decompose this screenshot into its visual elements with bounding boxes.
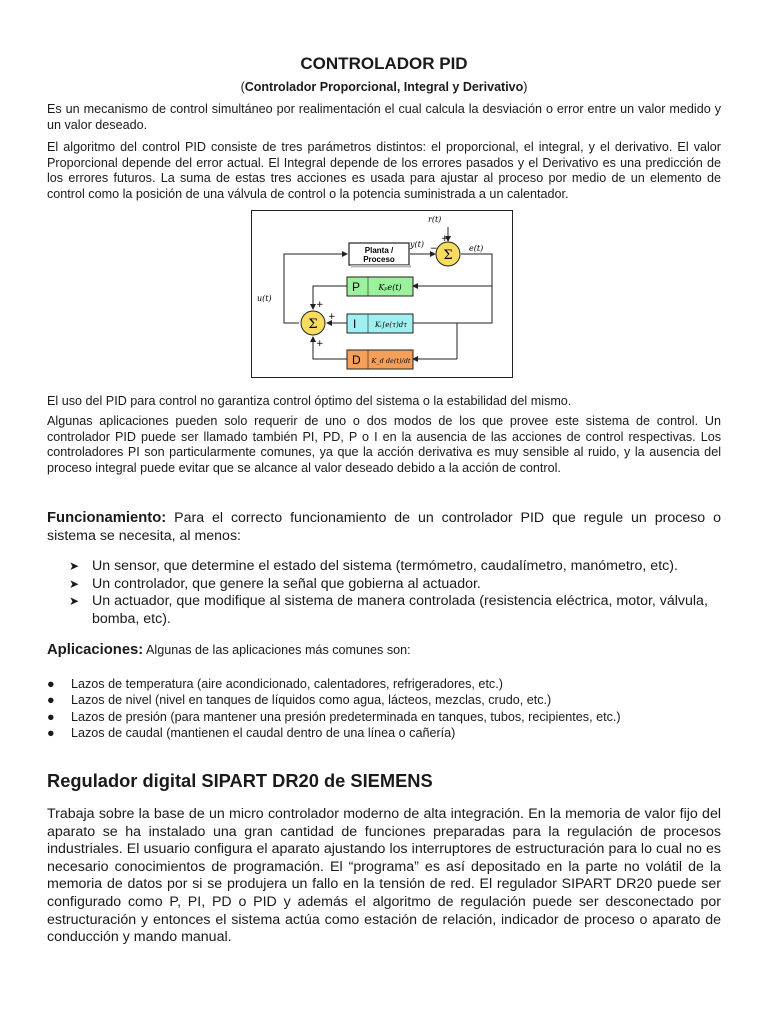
bullet-dot-icon: ● [47,726,55,741]
u-signal-label: u(t) [257,294,272,303]
bullet-dot-icon: ● [47,709,55,724]
list-item-text: Lazos de caudal (mantienen el caudal dentro de una línea o cañería) [71,726,456,741]
list-item-text: Lazos de nivel (nivel en tanques de líquidos como agua, lácteos, mezclas, crudo, etc.) [71,693,552,708]
r-plus-sign: + [441,234,449,244]
intro-paragraph-1: Es un mecanismo de control simultáneo por realimentación el cual calcula la desviación o error entre un valor medido y un valor deseado. [47,102,721,132]
list-item [47,692,721,708]
i-block-formula: Kᵢ∫e(τ)dτ [374,321,408,329]
pid-block-diagram [251,210,513,378]
after-diagram-paragraph-1: El uso del PID para control no garantiza control óptimo del sistema o la estabilidad del mismo. [47,394,572,408]
y-minus-sign: − [430,244,438,254]
aplicaciones-heading: Aplicaciones: [47,642,144,658]
i-plus-sign: + [328,312,336,322]
pid-diagram-svg [252,211,512,377]
arrow-bullet-icon: ➤ [69,559,80,573]
after-diagram-paragraph-2: Algunas aplicaciones pueden solo requerir de uno o dos modos de los que provee este sistema de control. Un controlador PID puede ser llamado también PI, PD, P o I en la ausencia de las acciones de control respectivas. Los controladores PI son particularmente comunes, ya que la acción derivativa es muy sensible al ruido, y la ausencia del proceso integral puede evitar que se alcance al valor deseado debido a la acción de control. [47,414,721,475]
d-plus-sign: + [316,339,324,349]
y-signal-label: y(t) [410,240,424,249]
output-sum-symbol: Σ [308,317,318,332]
list-item [47,725,721,741]
funcionamiento-text: Para el correcto funcionamiento de un controlador PID que regule un proceso o sistema se necesita, al menos: [47,510,721,544]
page-subtitle [0,80,768,94]
d-block-letter: D [352,353,361,367]
subtitle-paren-open: ( [240,80,245,94]
sipart-paragraph: Trabaja sobre la base de un micro controlador moderno de alta integración. En la memoria de valor fijo del aparato se ha instalado una gran cantidad de funciones preparadas para la regulación de procesos industriales. El usuario configura el aparato ajustando los interruptores de estructuración para lo cual no es necesario conocimientos de programación. El “programa” es así depositado en la parte no volátil de la memoria de datos por si se produjera un fallo en la tensión de red. El regulador SIPART DR20 puede ser configurado como P, PI, PD o PID y además el algoritmo de regulación puede ser desconectado por estructuración y entonces el sistema actúa como estación de relación, indicador de proceso o aparato de conducción y mando manual. [47,806,721,946]
list-item [47,576,721,594]
requirements-list [47,558,721,628]
list-item-text: Un actuador, que modifique al sistema de manera controlada (resistencia eléctrica, motor, válvula, bomba, etc). [92,593,708,627]
aplicaciones-text: Algunas de las aplicaciones más comunes son: [143,643,411,657]
arrow-bullet-icon: ➤ [69,594,80,609]
d-block-formula: K_d de(t)/dt [371,357,411,365]
list-item-text: Lazos de temperatura (aire acondicionado, calentadores, refrigeradores, etc.) [71,677,503,691]
list-item [47,593,721,628]
i-block-letter: I [353,317,357,331]
page-title: CONTROLADOR PID [300,54,468,73]
p-block-formula: Kₚe(t) [378,283,402,292]
bullet-dot-icon: ● [47,677,55,691]
error-sum-symbol: Σ [443,248,453,263]
list-item [47,676,721,692]
list-item [47,709,721,725]
funcionamiento-paragraph [47,510,721,545]
plant-label-2: Proceso [363,255,395,264]
section-heading-sipart: Regulador digital SIPART DR20 de SIEMENS [47,770,433,791]
bullet-dot-icon: ● [47,693,55,708]
subtitle-paren-close: ) [523,80,528,94]
intro-paragraph-2: El algoritmo del control PID consiste de tres parámetros distintos: el proporcional, el integral, y el derivativo. El valor Proporcional depende del error actual. El Integral depende de los errores pasados y el Derivativo es una predicción de los errores futuros. La suma de estas tres acciones es usada para ajustar al proceso por medio de un elemento de control como la posición de una válvula de control o la potencia suministrada a un calentador. [47,140,721,201]
list-item-text: Un sensor, que determine el estado del sistema (termómetro, caudalímetro, manómetro, etc). [92,558,678,574]
arrow-bullet-icon: ➤ [69,576,80,591]
p-plus-sign: + [316,300,324,310]
list-item-text: Un controlador, que genere la señal que gobierna al actuador. [92,575,481,592]
r-signal-label: r(t) [428,215,442,224]
p-block-letter: P [352,280,361,294]
applications-list [47,676,721,742]
subtitle-bold: Controlador Proporcional, Integral y Derivativo [244,80,524,94]
e-signal-label: e(t) [469,244,484,253]
list-item-text: Lazos de presión (para mantener una presión predeterminada en tanques, tubos, recipientes, etc.) [71,709,621,724]
funcionamiento-heading: Funcionamiento: [47,510,167,526]
aplicaciones-paragraph [47,641,721,659]
plant-block-shadow [351,265,411,268]
list-item [47,558,721,576]
plant-label-1: Planta / [364,246,394,255]
